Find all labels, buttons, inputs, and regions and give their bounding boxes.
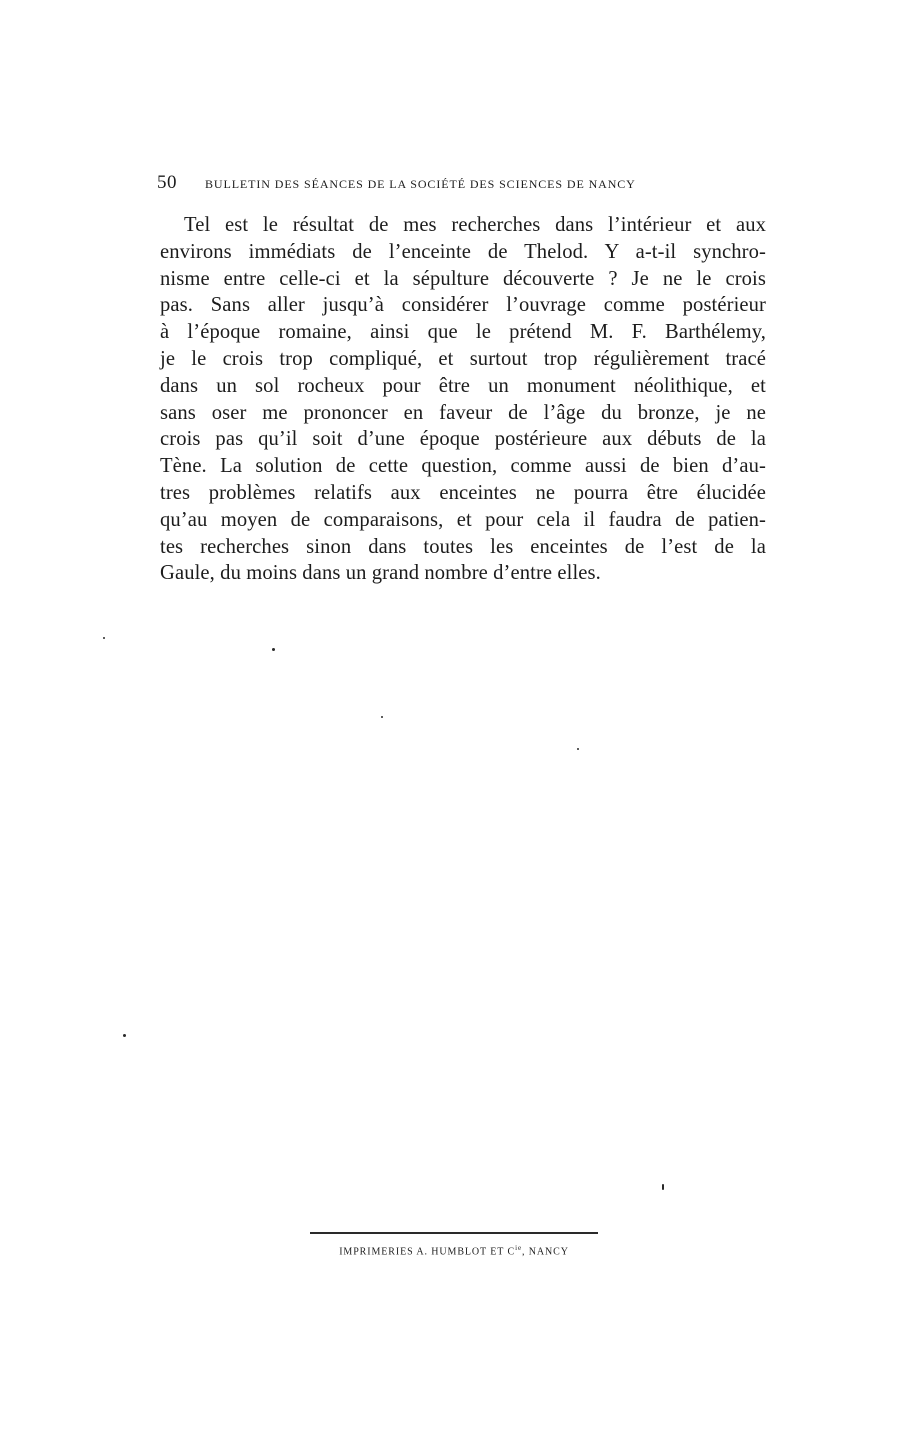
text-line: crois pas qu’il soit d’une époque postérieure aux débuts de la	[160, 428, 766, 451]
scan-speck	[577, 748, 579, 750]
text-line: à l’époque romaine, ainsi que le prétend M. F. Barthélemy,	[160, 321, 766, 344]
text-line: Tel est le résultat de mes recherches dans l’intérieur et aux	[184, 214, 766, 236]
body-paragraph	[160, 212, 766, 587]
text-line: qu’au moyen de comparaisons, et pour cela il faudra de patien-	[160, 508, 766, 531]
imprint-superscript: ie	[515, 1244, 522, 1252]
text-line: nisme entre celle-ci et la sépulture découverte ? Je ne le crois	[160, 267, 766, 290]
running-header	[157, 172, 717, 194]
text-line: sans oser me prononcer en faveur de l’âge du bronze, je ne	[160, 401, 766, 424]
text-line: Tène. La solution de cette question, comme aussi de bien d’au-	[160, 455, 766, 478]
text-line: pas. Sans aller jusqu’à considérer l’ouvrage comme postérieur	[160, 294, 766, 317]
imprint-end: , NANCY	[521, 1246, 569, 1258]
scan-speck	[272, 648, 275, 651]
scan-speck	[123, 1034, 126, 1037]
text-line: je le crois trop compliqué, et surtout trop régulièrement tracé	[160, 347, 766, 370]
scan-speck	[381, 716, 383, 718]
text-line: tres problèmes relatifs aux enceintes ne pourra être élucidée	[160, 481, 766, 504]
text-line: Gaule, du moins dans un grand nombre d’entre elles.	[160, 562, 601, 585]
page-number: 50	[157, 172, 177, 193]
journal-title: BULLETIN DES SÉANCES DE LA SOCIÉTÉ DES SCIENCES DE NANCY	[205, 177, 636, 191]
scan-speck	[103, 637, 105, 639]
scan-speck	[662, 1184, 664, 1190]
printer-imprint	[310, 1244, 598, 1257]
imprint-main: IMPRIMERIES A. HUMBLOT ET C	[339, 1246, 516, 1258]
text-line: dans un sol rocheux pour être un monument néolithique, et	[160, 374, 766, 397]
text-line: tes recherches sinon dans toutes les enceintes de l’est de la	[160, 535, 766, 558]
imprint-divider	[310, 1232, 598, 1234]
text-line: environs immédiats de l’enceinte de Thelod. Y a-t-il synchro-	[160, 240, 766, 263]
